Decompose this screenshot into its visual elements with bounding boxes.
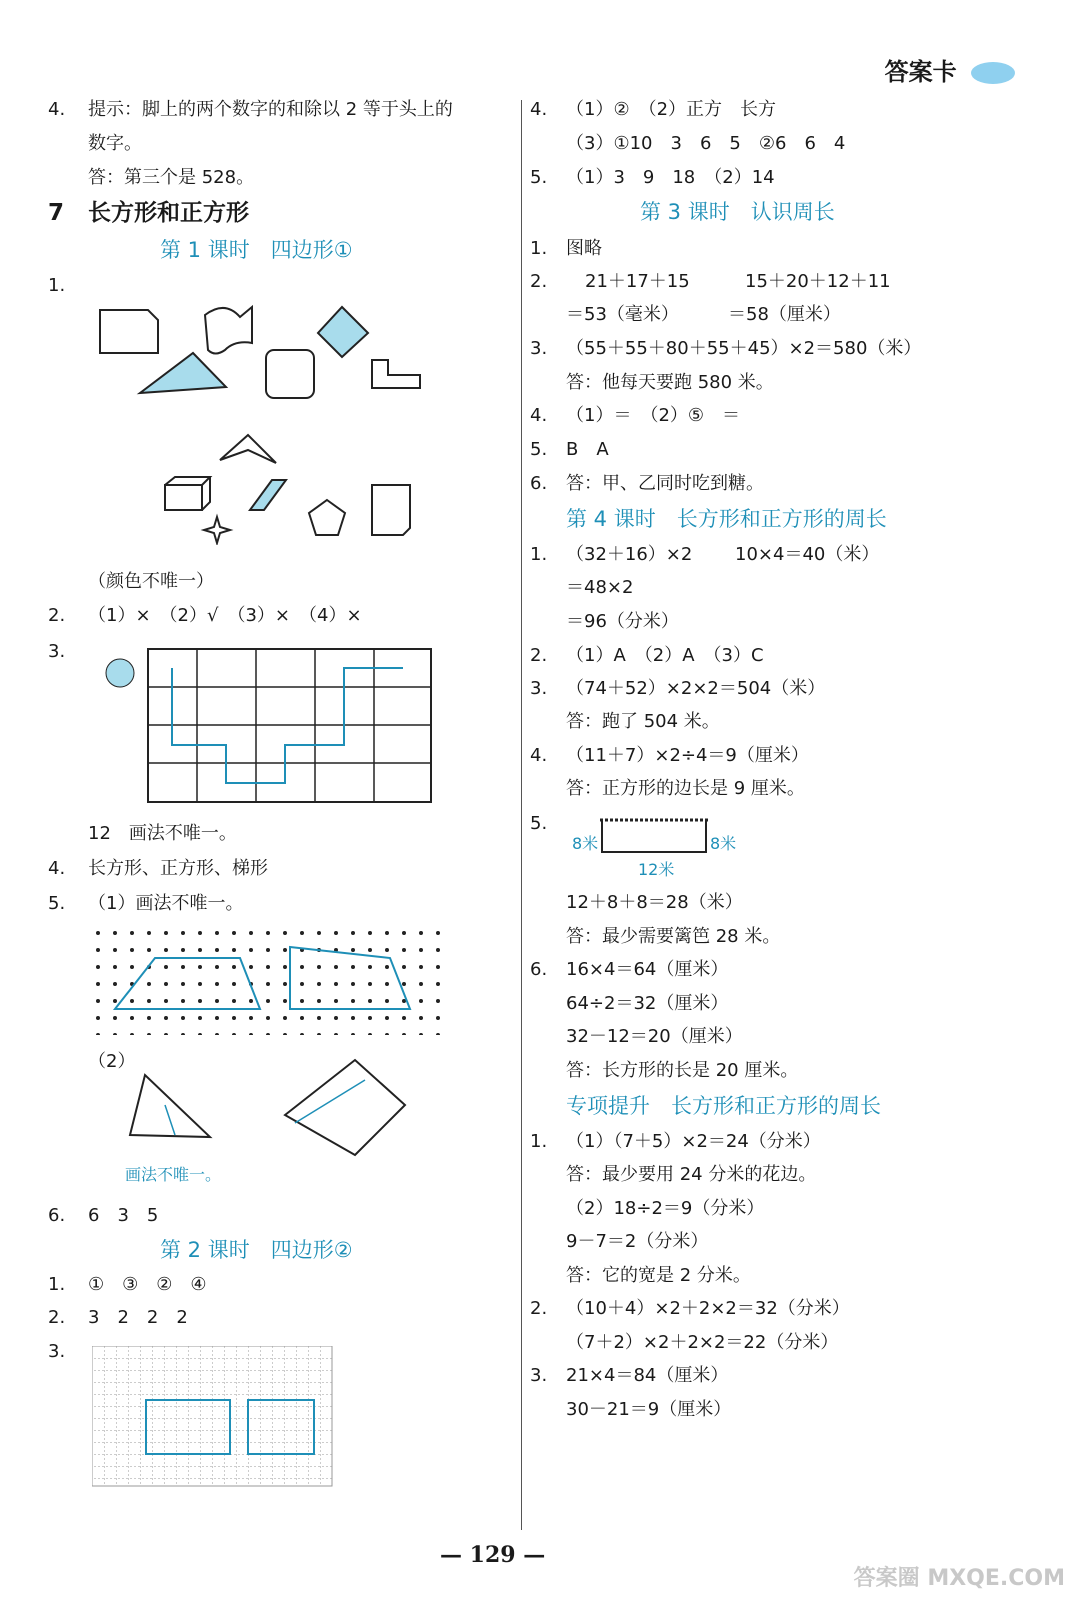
crab-icon bbox=[971, 62, 1015, 84]
answer-text: 答：跑了 504 米。 bbox=[566, 711, 720, 732]
answer-text: 30－21＝9（厘米） bbox=[566, 1399, 732, 1420]
fence-diagram bbox=[600, 816, 710, 856]
answer-text: 图略 bbox=[566, 238, 602, 259]
item-number: 4. bbox=[530, 745, 548, 766]
item-number: 2. bbox=[530, 1298, 548, 1319]
item-number: 3. bbox=[48, 641, 66, 662]
answer-text: （1）＝ （2）⑤ ＝ bbox=[566, 405, 741, 426]
chapter-title: 长方形和正方形 bbox=[88, 200, 249, 226]
answer-text: （74＋52）×2×2＝504（米） bbox=[566, 678, 826, 699]
answer-text: （7＋2）×2＋2×2＝22（分米） bbox=[566, 1332, 839, 1353]
answer-card-title: 答案卡 bbox=[885, 52, 1015, 87]
item-number: 3. bbox=[530, 678, 548, 699]
answer-text: 21＋17＋15 bbox=[585, 271, 690, 292]
answer-text: 答：他每天要跑 580 米。 bbox=[566, 372, 774, 393]
section-heading-4: 第 4 课时 长方形和正方形的周长 bbox=[566, 507, 887, 531]
answer-text: 64÷2＝32（厘米） bbox=[566, 993, 729, 1014]
answer-text: ＝58（厘米） bbox=[728, 304, 841, 325]
answer-text: 12＋8＋8＝28（米） bbox=[566, 892, 743, 913]
answer-text: （1）（7＋5）×2＝24（分米） bbox=[566, 1131, 821, 1152]
answer-text: 16×4＝64（厘米） bbox=[566, 959, 729, 980]
item-number: 6. bbox=[48, 1205, 66, 1226]
item-number: 1. bbox=[48, 1274, 66, 1295]
answer-text: （1）× （2）√ （3）× （4）× bbox=[88, 605, 362, 626]
section-heading-1: 第 1 课时 四边形① bbox=[160, 238, 353, 262]
quadrilateral-shapes-figure bbox=[90, 295, 470, 545]
answer-text: （1）② （2）正方 长方 bbox=[566, 99, 777, 120]
answer-text: 答：最少要用 24 分米的花边。 bbox=[566, 1164, 817, 1185]
item-number: 4. bbox=[48, 99, 66, 120]
item-number: 3. bbox=[530, 338, 548, 359]
answer-text: （55＋55＋80＋55＋45）×2＝580（米） bbox=[566, 338, 922, 359]
triangle-quadrilateral-figure bbox=[120, 1055, 420, 1165]
page-number: — 129 — bbox=[440, 1542, 546, 1568]
answer-text: （11＋7）×2÷4＝9（厘米） bbox=[566, 745, 809, 766]
answer-text: 答：甲、乙同时吃到糖。 bbox=[566, 473, 764, 494]
answer-text: 答：长方形的长是 20 厘米。 bbox=[566, 1060, 799, 1081]
item-number: 4. bbox=[530, 99, 548, 120]
answer-text: 32－12＝20（厘米） bbox=[566, 1026, 743, 1047]
answer-text: ＝96（分米） bbox=[566, 611, 679, 632]
fence-label-left: 8米 bbox=[572, 834, 599, 853]
answer-text: 答：最少需要篱笆 28 米。 bbox=[566, 926, 781, 947]
section-heading-5: 专项提升 长方形和正方形的周长 bbox=[566, 1094, 881, 1118]
answer-text: （10＋4）×2＋2×2＝32（分米） bbox=[566, 1298, 850, 1319]
item-number: 2. bbox=[530, 271, 548, 292]
answer-text: ＝53（毫米） bbox=[566, 304, 679, 325]
answer-text: （1）A （2）A （3）C bbox=[566, 645, 764, 666]
answer-text: （32＋16）×2 bbox=[566, 544, 693, 565]
answer-text: 答：第三个是 528。 bbox=[88, 167, 255, 188]
item-number: 5. bbox=[530, 813, 548, 834]
item-number: 2. bbox=[530, 645, 548, 666]
maze-grid-figure bbox=[90, 645, 435, 805]
fence-label-bottom: 12米 bbox=[638, 860, 675, 879]
item-number: 3. bbox=[48, 1341, 66, 1362]
answer-text: （3）①10 3 6 5 ②6 6 4 bbox=[566, 133, 846, 154]
item-number: 2. bbox=[48, 1307, 66, 1328]
item-number: 6. bbox=[530, 959, 548, 980]
item-number: 5. bbox=[530, 439, 548, 460]
answer-text: 3 2 2 2 bbox=[88, 1307, 188, 1328]
dot-grid-figure bbox=[90, 925, 440, 1035]
answer-text: （1）画法不唯一。 bbox=[88, 893, 244, 914]
item-number: 5. bbox=[48, 893, 66, 914]
item-number: 3. bbox=[530, 1365, 548, 1386]
item-number: 1. bbox=[530, 1131, 548, 1152]
answer-text: ① ③ ② ④ bbox=[88, 1274, 207, 1295]
item-number: 1. bbox=[48, 275, 66, 296]
note-text: （颜色不唯一） bbox=[88, 571, 214, 592]
hand-note: 画法不唯一。 bbox=[125, 1165, 222, 1184]
hint-text: 提示：脚上的两个数字的和除以 2 等于头上的 bbox=[88, 99, 453, 120]
item-number: 1. bbox=[530, 544, 548, 565]
answer-text: （2） bbox=[88, 1051, 136, 1072]
answer-text: 长方形、正方形、梯形 bbox=[88, 858, 268, 879]
watermark: 答案圈 MXQE.COM bbox=[853, 1566, 1065, 1591]
section-heading-2: 第 2 课时 四边形② bbox=[160, 1238, 353, 1262]
answer-text: B A bbox=[566, 439, 609, 460]
item-number: 1. bbox=[530, 238, 548, 259]
item-number: 6. bbox=[530, 473, 548, 494]
column-divider bbox=[521, 100, 522, 1530]
item-number: 2. bbox=[48, 605, 66, 626]
answer-text: （2）18÷2＝9（分米） bbox=[566, 1198, 765, 1219]
item-number: 4. bbox=[530, 405, 548, 426]
answer-text: ＝48×2 bbox=[566, 577, 634, 598]
item-number: 5. bbox=[530, 167, 548, 188]
chapter-number: 7 bbox=[48, 200, 65, 226]
fence-label-right: 8米 bbox=[710, 834, 737, 853]
answer-text: 10×4＝40（米） bbox=[735, 544, 880, 565]
answer-text: 答：正方形的边长是 9 厘米。 bbox=[566, 778, 805, 799]
section-heading-3: 第 3 课时 认识周长 bbox=[640, 200, 835, 224]
answer-text: 15＋20＋12＋11 bbox=[745, 271, 891, 292]
square-grid-figure bbox=[92, 1346, 337, 1491]
answer-text: 21×4＝84（厘米） bbox=[566, 1365, 729, 1386]
answer-text: 9－7＝2（分米） bbox=[566, 1231, 709, 1252]
answer-text: （1）3 9 18 （2）14 bbox=[566, 167, 775, 188]
hint-text-cont: 数字。 bbox=[88, 133, 142, 154]
answer-text: 答：它的宽是 2 分米。 bbox=[566, 1265, 751, 1286]
answer-text: 12 画法不唯一。 bbox=[88, 823, 237, 844]
answer-text: 6 3 5 bbox=[88, 1205, 159, 1226]
item-number: 4. bbox=[48, 858, 66, 879]
